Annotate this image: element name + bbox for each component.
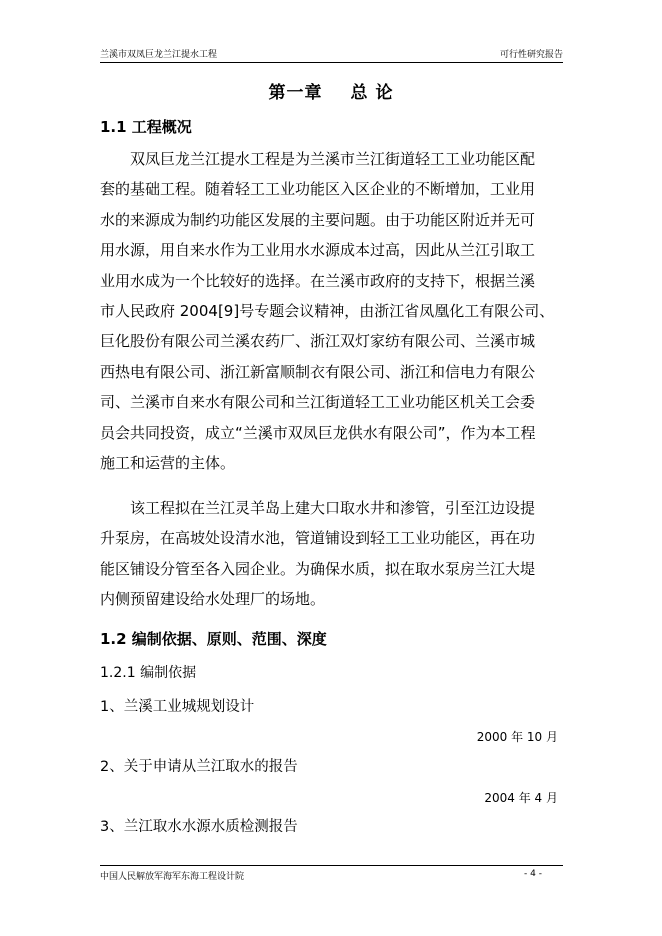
text-line: 套的基础工程。随着轻工工业功能区入区企业的不断增加，工业用 [100,180,536,199]
text-line: 员会共同投资，成立“兰溪市双凤巨龙供水有限公司”，作为本工程 [100,423,536,442]
reference-date-1: 2000 年 10 月 [476,730,558,744]
chapter-number: 第一章 [268,83,323,103]
page-number: - 4 - [524,869,542,879]
reference-item-3: 3、兰江取水水源水质检测报告 [100,819,298,835]
text-line: 西热电有限公司、浙江新富顺制衣有限公司、浙江和信电力有限公 [100,362,536,381]
text-line: 内侧预留建设给水处理厂的场地。 [100,590,326,609]
page-header [100,44,563,63]
text-line: 业用水成为一个比较好的选择。在兰溪市政府的支持下，根据兰溪 [100,271,536,290]
text-line: 施工和运营的主体。 [100,453,236,472]
text-line: 水的来源成为制约功能区发展的主要问题。由于功能区附近并无可 [100,210,536,229]
text-line: 司、兰溪市自来水有限公司和兰江街道轻工工业功能区机关工会委 [100,393,536,412]
text-line: 升泵房，在高坡处设清水池，管道铺设到轻工工业功能区，再在功 [100,529,536,548]
section-heading-1-2: 1.2 编制依据、原则、范围、深度 [100,630,327,648]
overview-paragraph-1 [100,144,563,478]
text-line: 巨化股份有限公司兰溪农药厂、浙江双灯家纺有限公司、兰溪市城 [100,332,536,351]
subsection-heading-1-2-1: 1.2.1 编制依据 [100,665,197,681]
header-project-name: 兰溪市双凤巨龙兰江提水工程 [100,50,218,60]
text-line: 市人民政府 2004[9]号专题会议精神，由浙江省凤凰化工有限公司、 [100,301,555,320]
chapter-name: 总 论 [350,83,394,103]
text-line: 能区铺设分管至各入园企业。为确保水质，拟在取水泵房兰江大堤 [100,559,536,578]
overview-paragraph-2 [100,493,563,615]
reference-date-2: 2004 年 4 月 [484,791,558,805]
footer-organization: 中国人民解放军海军东海工程设计院 [100,872,245,882]
chapter-title [0,78,662,103]
header-report-type: 可行性研究报告 [499,50,563,60]
reference-item-1: 1、兰溪工业城规划设计 [100,699,255,715]
reference-item-2: 2、关于申请从兰江取水的报告 [100,759,298,775]
text-line: 用水源，用自来水作为工业用水水源成本过高，因此从兰江引取工 [100,241,536,260]
section-heading-1-1: 1.1 工程概况 [100,118,192,136]
text-line: 双凤巨龙兰江提水工程是为兰溪市兰江街道轻工工业功能区配 [130,150,536,168]
footer-divider [100,865,563,866]
text-line: 该工程拟在兰江灵羊岛上建大口取水井和渗管，引至江边设提 [130,499,536,517]
